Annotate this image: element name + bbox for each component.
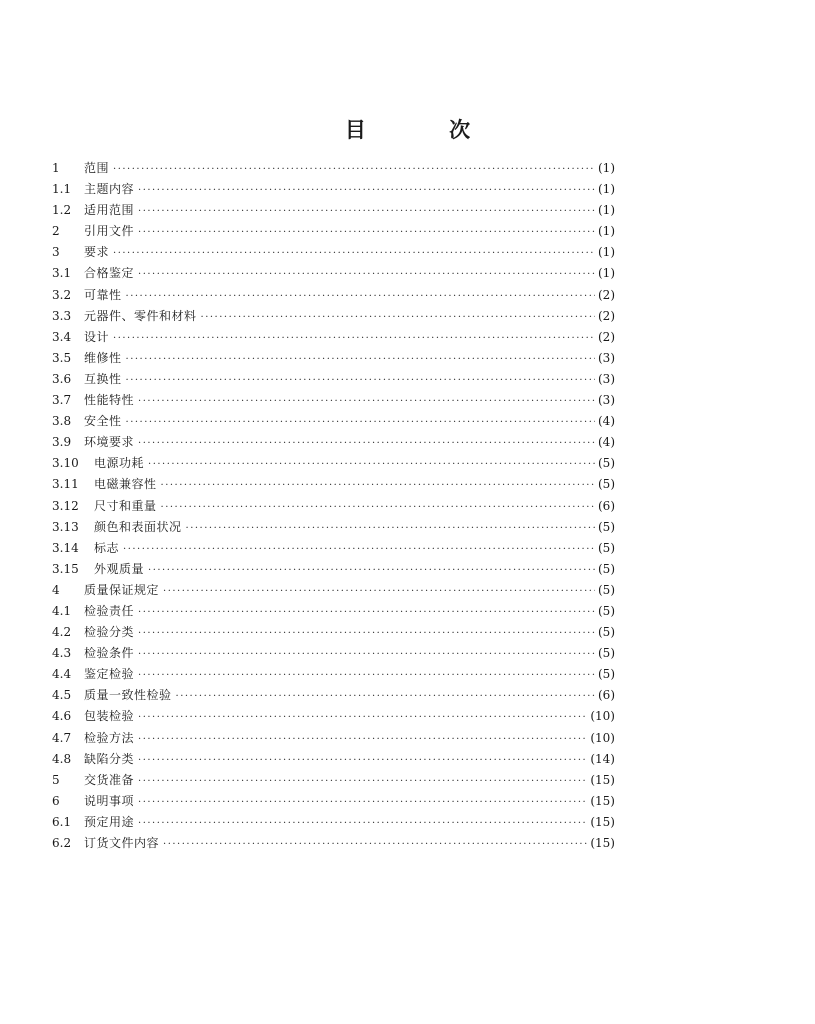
toc-entry-page: (4) xyxy=(598,435,615,450)
dot-leader xyxy=(138,264,595,285)
table-of-contents xyxy=(52,158,615,854)
toc-entry[interactable] xyxy=(52,812,615,833)
dot-leader xyxy=(148,560,595,581)
toc-entry[interactable] xyxy=(52,242,615,263)
toc-entry-page: (6) xyxy=(598,688,615,703)
toc-entry-label: 订货文件内容 xyxy=(84,836,160,850)
toc-entry-label: 检验分类 xyxy=(84,625,135,640)
toc-entry-label: 尺寸和重量 xyxy=(94,498,157,513)
dot-leader xyxy=(138,813,587,834)
dot-leader xyxy=(123,539,595,560)
toc-entry-number: 3.7 xyxy=(52,393,72,408)
dot-leader xyxy=(161,497,595,518)
toc-entry-label: 维修性 xyxy=(84,350,122,365)
toc-entry-page: (1) xyxy=(598,266,615,281)
toc-entry-page: (4) xyxy=(598,414,615,429)
toc-entry-page: (2) xyxy=(598,287,615,302)
dot-leader xyxy=(138,201,595,222)
toc-entry[interactable] xyxy=(52,517,615,538)
toc-entry[interactable] xyxy=(52,474,615,495)
toc-entry[interactable] xyxy=(52,559,615,580)
toc-entry-number: 3.4 xyxy=(52,329,72,344)
toc-entry-number: 3.9 xyxy=(52,435,72,450)
toc-entry-label: 颜色和表面状况 xyxy=(94,519,182,534)
toc-entry-label: 性能特性 xyxy=(84,393,135,408)
toc-entry-label: 质量保证规定 xyxy=(84,582,160,597)
toc-entry-page: (15) xyxy=(590,793,615,808)
toc-entry-label: 缺陷分类 xyxy=(84,751,135,766)
toc-entry[interactable] xyxy=(52,306,615,327)
toc-entry-number: 4.5 xyxy=(52,688,72,703)
dot-leader xyxy=(148,454,595,475)
toc-entry-number: 4.6 xyxy=(52,709,72,724)
toc-entry-page: (1) xyxy=(598,245,615,260)
toc-entry[interactable] xyxy=(52,706,615,727)
toc-entry[interactable] xyxy=(52,369,615,390)
toc-entry-page: (10) xyxy=(590,730,615,745)
toc-entry[interactable] xyxy=(52,601,615,622)
dot-leader xyxy=(126,286,595,307)
dot-leader xyxy=(126,349,595,370)
toc-entry[interactable] xyxy=(52,791,615,812)
toc-title: 目 次 xyxy=(344,118,509,143)
toc-entry-page: (5) xyxy=(598,603,615,618)
toc-entry-number: 4.7 xyxy=(52,730,72,745)
toc-entry-number: 4.8 xyxy=(52,751,72,766)
toc-entry-page: (5) xyxy=(598,667,615,682)
toc-entry[interactable] xyxy=(52,453,615,474)
toc-entry-label: 范围 xyxy=(84,161,110,175)
toc-entry-label: 检验责任 xyxy=(84,603,135,618)
dot-leader xyxy=(163,834,587,855)
toc-entry-page: (1) xyxy=(598,161,615,175)
toc-entry-page: (5) xyxy=(598,582,615,597)
toc-entry-label: 交货准备 xyxy=(84,772,135,787)
toc-entry-page: (5) xyxy=(598,540,615,555)
dot-leader xyxy=(113,328,595,349)
toc-entry-number: 3.15 xyxy=(52,561,79,576)
toc-entry-label: 电磁兼容性 xyxy=(94,477,157,492)
toc-entry-page: (15) xyxy=(590,772,615,787)
toc-entry-page: (5) xyxy=(598,625,615,640)
toc-entry-label: 适用范围 xyxy=(84,203,135,218)
dot-leader xyxy=(161,475,595,496)
toc-entry-label: 检验条件 xyxy=(84,646,135,661)
toc-entry-page: (5) xyxy=(598,646,615,661)
toc-entry-number: 1 xyxy=(52,161,60,175)
toc-entry[interactable] xyxy=(52,833,615,854)
toc-entry-number: 4.2 xyxy=(52,625,72,640)
toc-entry-page: (2) xyxy=(598,329,615,344)
dot-leader xyxy=(138,180,595,201)
toc-entry-number: 1.2 xyxy=(52,203,72,218)
toc-entry-number: 3.12 xyxy=(52,498,79,513)
toc-entry[interactable] xyxy=(52,622,615,643)
toc-entry[interactable] xyxy=(52,221,615,242)
toc-entry-number: 4.4 xyxy=(52,667,72,682)
toc-entry-label: 主题内容 xyxy=(84,182,135,197)
toc-entry[interactable] xyxy=(52,643,615,664)
toc-entry-number: 3 xyxy=(52,245,60,260)
dot-leader xyxy=(201,307,595,328)
dot-leader xyxy=(138,623,595,644)
toc-entry-number: 3.5 xyxy=(52,350,72,365)
toc-entry-page: (1) xyxy=(598,203,615,218)
dot-leader xyxy=(138,750,587,771)
toc-entry-page: (5) xyxy=(598,477,615,492)
toc-entry-label: 设计 xyxy=(84,329,110,344)
dot-leader xyxy=(138,729,587,750)
toc-entry[interactable] xyxy=(52,664,615,685)
toc-entry-page: (15) xyxy=(590,836,615,850)
toc-entry-number: 3.2 xyxy=(52,287,72,302)
toc-entry-number: 6.1 xyxy=(52,814,72,829)
toc-entry-number: 3.13 xyxy=(52,519,79,534)
toc-entry-label: 预定用途 xyxy=(84,814,135,829)
toc-entry-page: (3) xyxy=(598,393,615,408)
toc-entry[interactable] xyxy=(52,770,615,791)
toc-entry-label: 标志 xyxy=(94,540,120,555)
toc-entry-number: 3.6 xyxy=(52,371,72,386)
toc-entry-number: 3.10 xyxy=(52,456,79,471)
toc-entry[interactable] xyxy=(52,158,615,179)
toc-entry-label: 检验方法 xyxy=(84,730,135,745)
dot-leader xyxy=(113,243,595,264)
toc-entry[interactable] xyxy=(52,685,615,706)
toc-entry-label: 可靠性 xyxy=(84,287,122,302)
toc-entry-number: 6 xyxy=(52,793,60,808)
toc-entry-number: 2 xyxy=(52,224,60,239)
dot-leader xyxy=(138,665,595,686)
toc-entry-label: 外观质量 xyxy=(94,561,145,576)
toc-entry[interactable] xyxy=(52,580,615,601)
dot-leader xyxy=(163,581,595,602)
toc-entry-number: 3.14 xyxy=(52,540,79,555)
toc-entry[interactable] xyxy=(52,327,615,348)
dot-leader xyxy=(138,644,595,665)
toc-entry[interactable] xyxy=(52,432,615,453)
toc-entry-page: (3) xyxy=(598,371,615,386)
dot-leader xyxy=(138,222,595,243)
toc-entry-number: 4.3 xyxy=(52,646,72,661)
toc-entry-page: (5) xyxy=(598,519,615,534)
dot-leader xyxy=(138,792,587,813)
toc-entry[interactable] xyxy=(52,285,615,306)
dot-leader xyxy=(138,707,587,728)
toc-entry-number: 4 xyxy=(52,582,60,597)
toc-entry-label: 互换性 xyxy=(84,371,122,386)
toc-entry-number: 3.1 xyxy=(52,266,72,281)
toc-entry-label: 引用文件 xyxy=(84,224,135,239)
toc-entry-number: 1.1 xyxy=(52,182,72,197)
toc-entry-page: (2) xyxy=(598,308,615,323)
toc-entry-number: 3.8 xyxy=(52,414,72,429)
toc-entry-label: 包装检验 xyxy=(84,709,135,724)
toc-entry-page: (3) xyxy=(598,350,615,365)
toc-entry-page: (1) xyxy=(598,224,615,239)
dot-leader xyxy=(138,771,587,792)
toc-entry-label: 合格鉴定 xyxy=(84,266,135,281)
toc-entry[interactable] xyxy=(52,179,615,200)
toc-entry-label: 电源功耗 xyxy=(94,456,145,471)
dot-leader xyxy=(138,391,595,412)
toc-entry-label: 要求 xyxy=(84,245,110,260)
toc-entry-page: (15) xyxy=(590,814,615,829)
toc-entry-page: (6) xyxy=(598,498,615,513)
toc-entry[interactable] xyxy=(52,496,615,517)
dot-leader xyxy=(138,433,595,454)
toc-entry[interactable] xyxy=(52,348,615,369)
toc-entry-label: 鉴定检验 xyxy=(84,667,135,682)
toc-entry-label: 安全性 xyxy=(84,414,122,429)
dot-leader xyxy=(126,412,595,433)
toc-entry-page: (10) xyxy=(590,709,615,724)
toc-entry-number: 3.11 xyxy=(52,477,79,492)
dot-leader xyxy=(113,159,595,180)
dot-leader xyxy=(138,602,595,623)
toc-entry[interactable] xyxy=(52,728,615,749)
toc-entry-label: 说明事项 xyxy=(84,793,135,808)
toc-entry-page: (14) xyxy=(590,751,615,766)
toc-entry[interactable] xyxy=(52,411,615,432)
toc-entry-label: 环境要求 xyxy=(84,435,135,450)
toc-entry[interactable] xyxy=(52,538,615,559)
toc-entry-page: (5) xyxy=(598,561,615,576)
toc-entry[interactable] xyxy=(52,263,615,284)
toc-entry[interactable] xyxy=(52,749,615,770)
toc-entry[interactable] xyxy=(52,200,615,221)
dot-leader xyxy=(176,686,595,707)
dot-leader xyxy=(186,518,595,539)
toc-entry[interactable] xyxy=(52,390,615,411)
toc-entry-label: 质量一致性检验 xyxy=(84,688,172,703)
toc-entry-page: (5) xyxy=(598,456,615,471)
toc-entry-page: (1) xyxy=(598,182,615,197)
toc-entry-number: 5 xyxy=(52,772,60,787)
toc-entry-number: 6.2 xyxy=(52,836,72,850)
toc-entry-label: 元器件、零件和材料 xyxy=(84,308,197,323)
toc-entry-number: 4.1 xyxy=(52,603,72,618)
toc-entry-number: 3.3 xyxy=(52,308,72,323)
dot-leader xyxy=(126,370,595,391)
